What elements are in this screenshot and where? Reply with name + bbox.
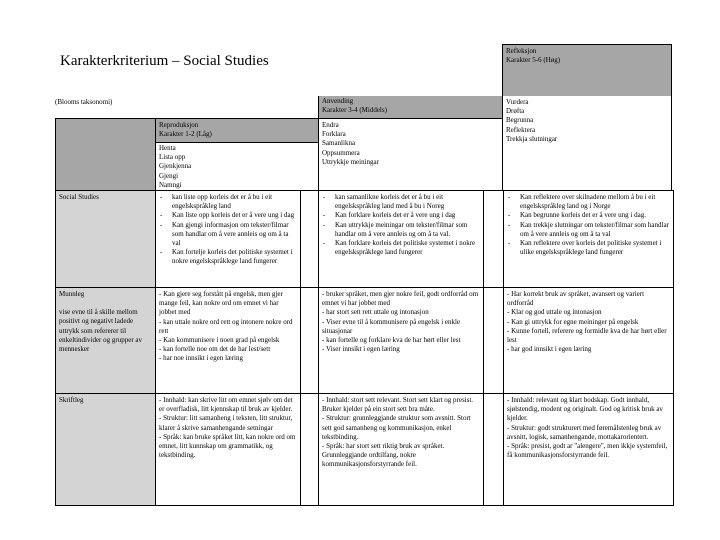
level-verbs-reproduksjon (155, 142, 318, 190)
criterion: - Kan trekkje slutningar om tekster/filmar som handlar om å vere annleis og om å ta val (506, 221, 671, 239)
row-label: Skriftleg (59, 396, 84, 404)
criterion: - Struktur: litt samanheng i teksten, litt struktur, klarer å skrive samanhengande setningar (159, 414, 293, 432)
criterion: - Innhald: stort sett relevant. Stort sett klart og presist. Bruker kjelder på ein stort sett bra måte. (322, 396, 474, 414)
criterion: - Kan reflektere over skilnadene mellom å bu i eit engelskspråkleg land og i Norge (506, 193, 671, 211)
criterion: - Kan uttrykkje meiningar om tekster/filmar som handlar om å vere annleis og om å ta val. (321, 221, 481, 239)
criterion: - Innhald: kan skrive litt om emnet sjølv om det er overfladisk, litt kjennskap til bruk av kjelder. (159, 396, 293, 414)
cell-skriftleg-high (503, 393, 674, 506)
verb: Namngi (159, 180, 182, 189)
criterion: - kan fortelle noe om det de har lest/sett (159, 345, 271, 354)
level-grade: Karakter 3-4 (Middels) (322, 106, 387, 115)
criterion: - Kan fortelje korleis det politiske systemet i nokre engelskspråklege land fungerer (158, 248, 298, 266)
level-header-anvending (318, 96, 502, 118)
criterion: - kan uttale nokre ord rett og intonere nokre ord rett (159, 317, 293, 335)
criterion: - har god innsikt i egen læring (507, 345, 592, 354)
verb: Oppsummera (322, 148, 360, 157)
level-header-refleksjon (502, 44, 672, 96)
row-label: Munnleg (59, 290, 85, 298)
cell-social-low (155, 190, 300, 287)
criterion: - Kan liste opp korleis det er å vere ung i dag (158, 211, 298, 220)
row-label-munnleg (55, 287, 155, 393)
spacer-cell (483, 393, 503, 506)
verb: Forklara (322, 130, 346, 139)
criterion: - Kan reflektere over korleis det politiske systemet i ulike engelskspråklege land fungerer (506, 239, 671, 257)
verb: Endra (322, 121, 339, 129)
verb: Gjengi (159, 171, 179, 180)
verb: Gjenkjenna (159, 162, 192, 171)
level-verbs-refleksjon (502, 96, 672, 190)
verb: Henta (159, 144, 176, 152)
cell-skriftleg-mid (318, 393, 483, 506)
criterion: - Språk: presist, godt ar "alengere", men ikkje systemfeil, få kommunikasjonsforstyrrande feil. (507, 442, 668, 460)
criterion: - Viser innsikt i egen læring (322, 345, 400, 354)
criterion: - Kunne fortell, referere og formidle kva de har hørt eller lest (507, 326, 667, 345)
page-title: Karakterkriterium – Social Studies (60, 53, 269, 69)
criterion: - Kan forklare korleis det er å vere ung i dag (321, 211, 481, 220)
verb: Vurdera (506, 98, 529, 106)
row-label: Social Studies (59, 193, 99, 201)
cell-munnleg-low (155, 287, 300, 393)
criterion: - har noe innsikt i egen læring (159, 354, 243, 363)
criterion: - Har korrekt bruk av språket, avansert og variert ordforråd (507, 290, 645, 308)
verb: Samanlikna (322, 139, 356, 148)
criterion: - kan fortelle og forklare kva de har hørt eller lest (322, 336, 461, 345)
verb: Begrunna (506, 116, 534, 125)
criterion: - Struktur: godt strukturert med føremålstenleg bruk av avsnitt, logisk, samanhengande, mottakarorientert. (507, 423, 662, 441)
criterion: - Klar og god uttale og intonasjon (507, 308, 602, 317)
criterion: - Struktur: grunnleggjande struktur som avsnitt. Stort sett god samanheng og kommunikasjon, enkel tekstbinding. (322, 414, 471, 441)
cell-skriftleg-low (155, 393, 300, 506)
cell-munnleg-mid (318, 287, 483, 393)
criterion: - kan samanlikne korleis det er å bu i eit engelskspråkleg land med å bu i Noreg (321, 193, 481, 211)
spacer-cell (300, 393, 318, 506)
criterion: - Kan begrunne korleis det er å vere ung i dag. (506, 211, 671, 220)
spacer-cell (300, 190, 318, 287)
row-label-skriftleg (55, 393, 155, 506)
verb: Drøfta (506, 107, 525, 116)
level-name: Anvending (322, 97, 354, 105)
criterion: - Kan gi uttrykk for egne meininger på engelsk (507, 317, 639, 326)
spacer-cell (300, 287, 318, 393)
level-verbs-anvending (318, 118, 502, 190)
criterion: - Språk: kan bruke språket litt, kan nokre ord om emnet, litt kunnskap om grammatikk, og tekstbinding. (159, 432, 296, 460)
spacer-cell (483, 190, 503, 287)
criterion: - Viser evne til å kommunisere på engelsk i enkle situasjonar (322, 317, 461, 335)
cell-munnleg-high (503, 287, 674, 393)
level-name: Reproduksjon (159, 121, 199, 129)
cell-social-mid (318, 190, 483, 287)
verb: Uttrykkje meiningar (322, 157, 379, 166)
row-label-social-studies (55, 190, 155, 287)
criterion: - bruker språket, men gjer nokre feil, godt ordforråd om emnet vi har jobbet med (322, 290, 479, 308)
level-grade: Karakter 1-2 (Låg) (159, 130, 212, 139)
level-header-reproduksjon (155, 118, 318, 142)
corner-cell (55, 118, 155, 190)
verb: Lista opp (159, 153, 186, 162)
criterion: - kan liste opp korleis det er å bu i eit engelskspråkleg land (158, 193, 298, 211)
criterion: - Språk: har stort sett riktig bruk av språket. Grunnleggjande ordtilfang, nokre kommunikasjonsforstyrrande feil. (322, 442, 445, 469)
cell-social-high (503, 190, 674, 287)
level-name: Refleksjon (506, 47, 537, 55)
taxonomy-label: (Blooms taksonomi) (55, 98, 113, 106)
criterion: - har stort sett rett uttale og intonasjon (322, 308, 429, 317)
spacer-cell (483, 287, 503, 393)
criterion: - Kan gjere seg forstått på engelsk, men gjer mange feil, kan nokre ord om emnet vi har jobbet med (159, 290, 283, 317)
verb: Trekkja slutningar (506, 134, 558, 143)
level-grade: Karakter 5-6 (Høg) (506, 56, 561, 65)
row-sublabel: vise evne til å skille mellom positivt og negativt ladede uttrykk som refererer til enkeltindivider og grupper av mennesker (59, 308, 143, 354)
criterion: - Kan kommunisere i noen grad på engelsk (159, 336, 280, 345)
criterion: - Kan gjengi informasjon om tekster/filmar som handlar om å vere annleis og om å ta val (158, 221, 298, 249)
verb: Reflektera (506, 125, 536, 134)
criterion: - Innhald: relevant og klart bodskap. Godt innhald, sjølstendig, modent og originalt. God og kritisk bruk av kjelder. (507, 396, 663, 423)
criterion: - Kan forklare korleis det politiske systemet i nokre engelskspråklege land fungerer (321, 239, 481, 257)
